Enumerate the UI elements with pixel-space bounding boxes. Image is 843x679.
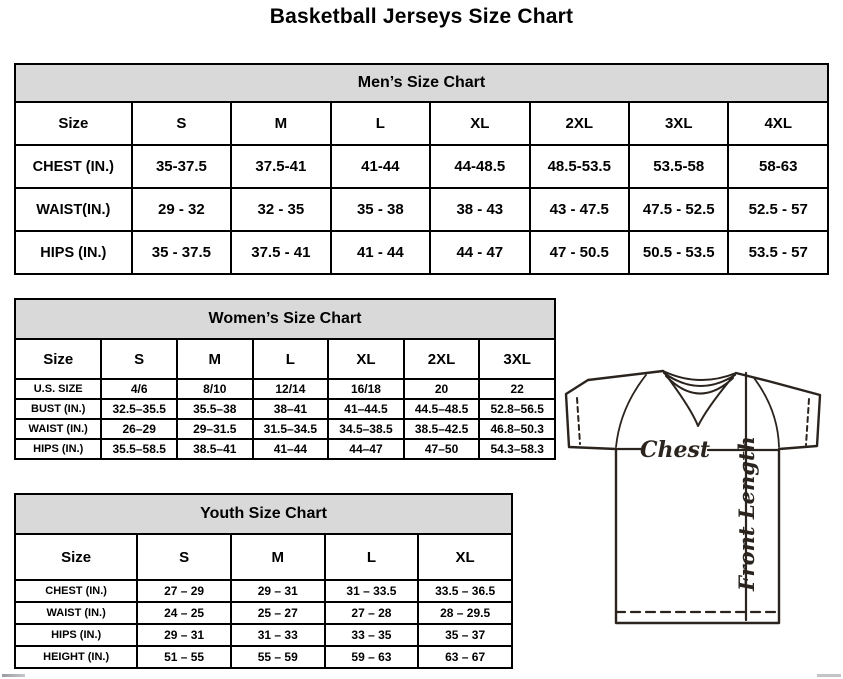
data-cell: 29 - 32 <box>132 188 231 231</box>
data-cell: 35 – 37 <box>418 624 512 646</box>
table-row <box>15 399 555 419</box>
table-row <box>15 580 512 602</box>
data-cell: 46.8–50.3 <box>479 419 555 439</box>
data-cell: 31 – 33.5 <box>325 580 419 602</box>
data-cell: 20 <box>404 379 480 399</box>
data-cell: 59 – 63 <box>325 646 419 668</box>
column-header: L <box>331 102 430 145</box>
table-row <box>15 188 828 231</box>
data-cell: 33 – 35 <box>325 624 419 646</box>
table-row <box>15 602 512 624</box>
data-cell: 50.5 - 53.5 <box>629 231 728 274</box>
data-cell: 27 – 29 <box>137 580 231 602</box>
column-header: L <box>253 339 329 379</box>
column-header: Size <box>15 102 132 145</box>
data-cell: 35-37.5 <box>132 145 231 188</box>
data-cell: 52.5 - 57 <box>728 188 828 231</box>
column-header: 2XL <box>404 339 480 379</box>
data-cell: 38.5–41 <box>177 439 253 459</box>
data-cell: 35 - 37.5 <box>132 231 231 274</box>
data-cell: 35.5–58.5 <box>101 439 177 459</box>
data-cell: 31 – 33 <box>231 624 325 646</box>
data-cell: 47.5 - 52.5 <box>629 188 728 231</box>
data-cell: 22 <box>479 379 555 399</box>
table-row <box>15 439 555 459</box>
column-header: 3XL <box>479 339 555 379</box>
data-cell: 38.5–42.5 <box>404 419 480 439</box>
data-cell: 8/10 <box>177 379 253 399</box>
table-row <box>15 145 828 188</box>
data-cell: 44 - 47 <box>430 231 529 274</box>
column-header: XL <box>430 102 529 145</box>
column-header: XL <box>418 534 512 580</box>
data-cell: 41–44 <box>253 439 329 459</box>
data-cell: 53.5-58 <box>629 145 728 188</box>
row-label: CHEST (IN.) <box>15 580 137 602</box>
table-row <box>15 379 555 399</box>
data-cell: 29 – 31 <box>137 624 231 646</box>
column-header: M <box>231 102 330 145</box>
front-length-label: Front Length <box>734 436 759 591</box>
data-cell: 26–29 <box>101 419 177 439</box>
data-cell: 32.5–35.5 <box>101 399 177 419</box>
data-cell: 52.8–56.5 <box>479 399 555 419</box>
mens-size-table <box>14 63 829 275</box>
bottom-right-cutoff-fragment <box>817 674 841 677</box>
data-cell: 33.5 – 36.5 <box>418 580 512 602</box>
data-cell: 12/14 <box>253 379 329 399</box>
row-label: CHEST (IN.) <box>15 145 132 188</box>
column-header: XL <box>328 339 404 379</box>
data-cell: 44.5–48.5 <box>404 399 480 419</box>
column-header: Size <box>15 339 101 379</box>
column-header: M <box>177 339 253 379</box>
row-label: BUST (IN.) <box>15 399 101 419</box>
row-label: HIPS (IN.) <box>15 624 137 646</box>
column-header: S <box>101 339 177 379</box>
data-cell: 37.5-41 <box>231 145 330 188</box>
data-cell: 24 – 25 <box>137 602 231 624</box>
table-row <box>15 624 512 646</box>
data-cell: 31.5–34.5 <box>253 419 329 439</box>
data-cell: 48.5-53.5 <box>530 145 629 188</box>
row-label: HIPS (IN.) <box>15 231 132 274</box>
data-cell: 55 – 59 <box>231 646 325 668</box>
data-cell: 27 – 28 <box>325 602 419 624</box>
data-cell: 43 - 47.5 <box>530 188 629 231</box>
row-label: HIPS (IN.) <box>15 439 101 459</box>
jersey-measurement-diagram <box>558 358 843 673</box>
data-cell: 53.5 - 57 <box>728 231 828 274</box>
row-label: WAIST (IN.) <box>15 602 137 624</box>
mens-chart-title: Men’s Size Chart <box>15 64 828 102</box>
data-cell: 28 – 29.5 <box>418 602 512 624</box>
column-header: 4XL <box>728 102 828 145</box>
column-header: L <box>325 534 419 580</box>
jersey-outline-icon <box>566 371 820 623</box>
data-cell: 54.3–58.3 <box>479 439 555 459</box>
table-row <box>15 646 512 668</box>
data-cell: 34.5–38.5 <box>328 419 404 439</box>
data-cell: 63 – 67 <box>418 646 512 668</box>
data-cell: 38–41 <box>253 399 329 419</box>
data-cell: 37.5 - 41 <box>231 231 330 274</box>
data-cell: 51 – 55 <box>137 646 231 668</box>
data-cell: 47–50 <box>404 439 480 459</box>
youth-size-table <box>14 493 513 669</box>
column-header: M <box>231 534 325 580</box>
page-title: Basketball Jerseys Size Chart <box>269 5 574 28</box>
youth-chart-title: Youth Size Chart <box>15 494 512 534</box>
data-cell: 44-48.5 <box>430 145 529 188</box>
column-header: S <box>137 534 231 580</box>
data-cell: 29–31.5 <box>177 419 253 439</box>
data-cell: 35.5–38 <box>177 399 253 419</box>
data-cell: 35 - 38 <box>331 188 430 231</box>
data-cell: 58-63 <box>728 145 828 188</box>
data-cell: 41–44.5 <box>328 399 404 419</box>
table-row <box>15 231 828 274</box>
collar-icon <box>663 371 736 426</box>
column-header: S <box>132 102 231 145</box>
data-cell: 4/6 <box>101 379 177 399</box>
row-label: WAIST (IN.) <box>15 419 101 439</box>
row-label: WAIST(IN.) <box>15 188 132 231</box>
data-cell: 32 - 35 <box>231 188 330 231</box>
row-label: U.S. SIZE <box>15 379 101 399</box>
column-header: 2XL <box>530 102 629 145</box>
table-row <box>15 419 555 439</box>
data-cell: 41-44 <box>331 145 430 188</box>
chest-label: Chest <box>639 437 711 463</box>
womens-size-table <box>14 298 556 460</box>
row-label: HEIGHT (IN.) <box>15 646 137 668</box>
data-cell: 29 – 31 <box>231 580 325 602</box>
data-cell: 16/18 <box>328 379 404 399</box>
womens-chart-title: Women’s Size Chart <box>15 299 555 339</box>
data-cell: 25 – 27 <box>231 602 325 624</box>
data-cell: 47 - 50.5 <box>530 231 629 274</box>
data-cell: 41 - 44 <box>331 231 430 274</box>
bottom-left-cutoff-fragment <box>2 674 25 677</box>
column-header: Size <box>15 534 137 580</box>
data-cell: 44–47 <box>328 439 404 459</box>
data-cell: 38 - 43 <box>430 188 529 231</box>
column-header: 3XL <box>629 102 728 145</box>
